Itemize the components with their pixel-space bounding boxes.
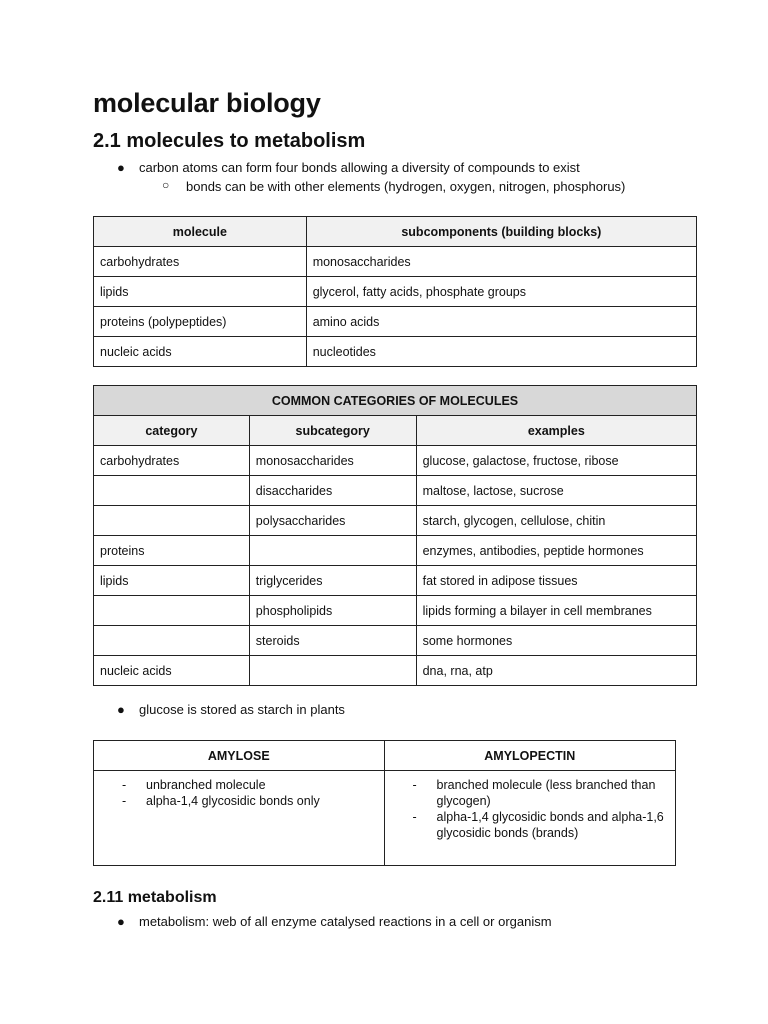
table-cell: enzymes, antibodies, peptide hormones [416, 536, 696, 566]
table-row [94, 277, 697, 307]
bullet-text: carbon atoms can form four bonds allowing a diversity of compounds to exist [139, 160, 580, 175]
table-cell [94, 596, 250, 626]
amylopectin-list [391, 777, 669, 841]
column-header: subcomponents (building blocks) [306, 217, 696, 247]
table-header-row [94, 217, 697, 247]
table-row [94, 446, 697, 476]
table-cell [249, 536, 416, 566]
table-cell [249, 656, 416, 686]
table-cell: dna, rna, atp [416, 656, 696, 686]
bullet-dot-icon: ● [117, 702, 125, 717]
table-row [94, 596, 697, 626]
table-cell: phospholipids [249, 596, 416, 626]
section-heading-2-1: 2.1 molecules to metabolism [93, 130, 366, 152]
table-row [94, 506, 697, 536]
list-item: - alpha-1,4 glycosidic bonds and alpha-1,6 glycosidic bonds (brands) [391, 809, 669, 841]
amylose-cell [94, 771, 385, 866]
table-cell: nucleotides [306, 337, 696, 367]
bullet-text: metabolism: web of all enzyme catalysed reactions in a cell or organism [139, 914, 552, 929]
molecule-subcomponents-table [93, 216, 697, 367]
table-cell [94, 506, 250, 536]
list-item: - alpha-1,4 glycosidic bonds only [100, 793, 378, 809]
table-cell: proteins (polypeptides) [94, 307, 307, 337]
common-categories-table [93, 385, 697, 686]
table-row [94, 771, 676, 866]
table-cell: fat stored in adipose tissues [416, 566, 696, 596]
section-heading-2-11: 2.11 metabolism [93, 889, 217, 906]
table-header-row [94, 741, 676, 771]
bullet-metabolism [117, 914, 552, 929]
table-row [94, 656, 697, 686]
table-cell: carbohydrates [94, 446, 250, 476]
table-title-row [94, 386, 697, 416]
table-header-row [94, 416, 697, 446]
table-row [94, 247, 697, 277]
bullet-carbon [117, 160, 580, 175]
table-cell: some hormones [416, 626, 696, 656]
column-header: category [94, 416, 250, 446]
table-cell [94, 626, 250, 656]
table-cell: polysaccharides [249, 506, 416, 536]
table-row [94, 337, 697, 367]
table-row [94, 536, 697, 566]
column-header: examples [416, 416, 696, 446]
table-cell: lipids [94, 277, 307, 307]
table-cell: disaccharides [249, 476, 416, 506]
table-cell: glycerol, fatty acids, phosphate groups [306, 277, 696, 307]
amylopectin-cell [384, 771, 675, 866]
column-header: AMYLOPECTIN [384, 741, 675, 771]
bullet-dot-icon: ● [117, 160, 125, 175]
amylose-amylopectin-table [93, 740, 676, 866]
table-cell: lipids forming a bilayer in cell membranes [416, 596, 696, 626]
table-row [94, 307, 697, 337]
column-header: subcategory [249, 416, 416, 446]
column-header: molecule [94, 217, 307, 247]
table-cell: carbohydrates [94, 247, 307, 277]
table-row [94, 626, 697, 656]
table-cell [94, 476, 250, 506]
subbullet-bonds [162, 178, 626, 194]
table-row [94, 566, 697, 596]
table-cell: glucose, galactose, fructose, ribose [416, 446, 696, 476]
bullet-dot-icon: ● [117, 914, 125, 929]
table-cell: lipids [94, 566, 250, 596]
column-header: AMYLOSE [94, 741, 385, 771]
table-cell: monosaccharides [249, 446, 416, 476]
table-cell: monosaccharides [306, 247, 696, 277]
bullet-glucose [117, 702, 345, 717]
list-item: - unbranched molecule [100, 777, 378, 793]
amylose-list [100, 777, 378, 809]
bullet-text: glucose is stored as starch in plants [139, 702, 345, 717]
doc-title: molecular biology [93, 88, 321, 118]
table-cell: starch, glycogen, cellulose, chitin [416, 506, 696, 536]
subbullet-text: bonds can be with other elements (hydrogen, oxygen, nitrogen, phosphorus) [186, 179, 626, 194]
table-row [94, 476, 697, 506]
bullet-circle-icon: ○ [162, 178, 170, 192]
table-cell: nucleic acids [94, 656, 250, 686]
table-cell: nucleic acids [94, 337, 307, 367]
list-item: - branched molecule (less branched than glycogen) [391, 777, 669, 809]
table-cell: triglycerides [249, 566, 416, 596]
table-cell: steroids [249, 626, 416, 656]
table-cell: amino acids [306, 307, 696, 337]
table-cell: proteins [94, 536, 250, 566]
table-title: COMMON CATEGORIES OF MOLECULES [94, 386, 697, 416]
table-cell: maltose, lactose, sucrose [416, 476, 696, 506]
